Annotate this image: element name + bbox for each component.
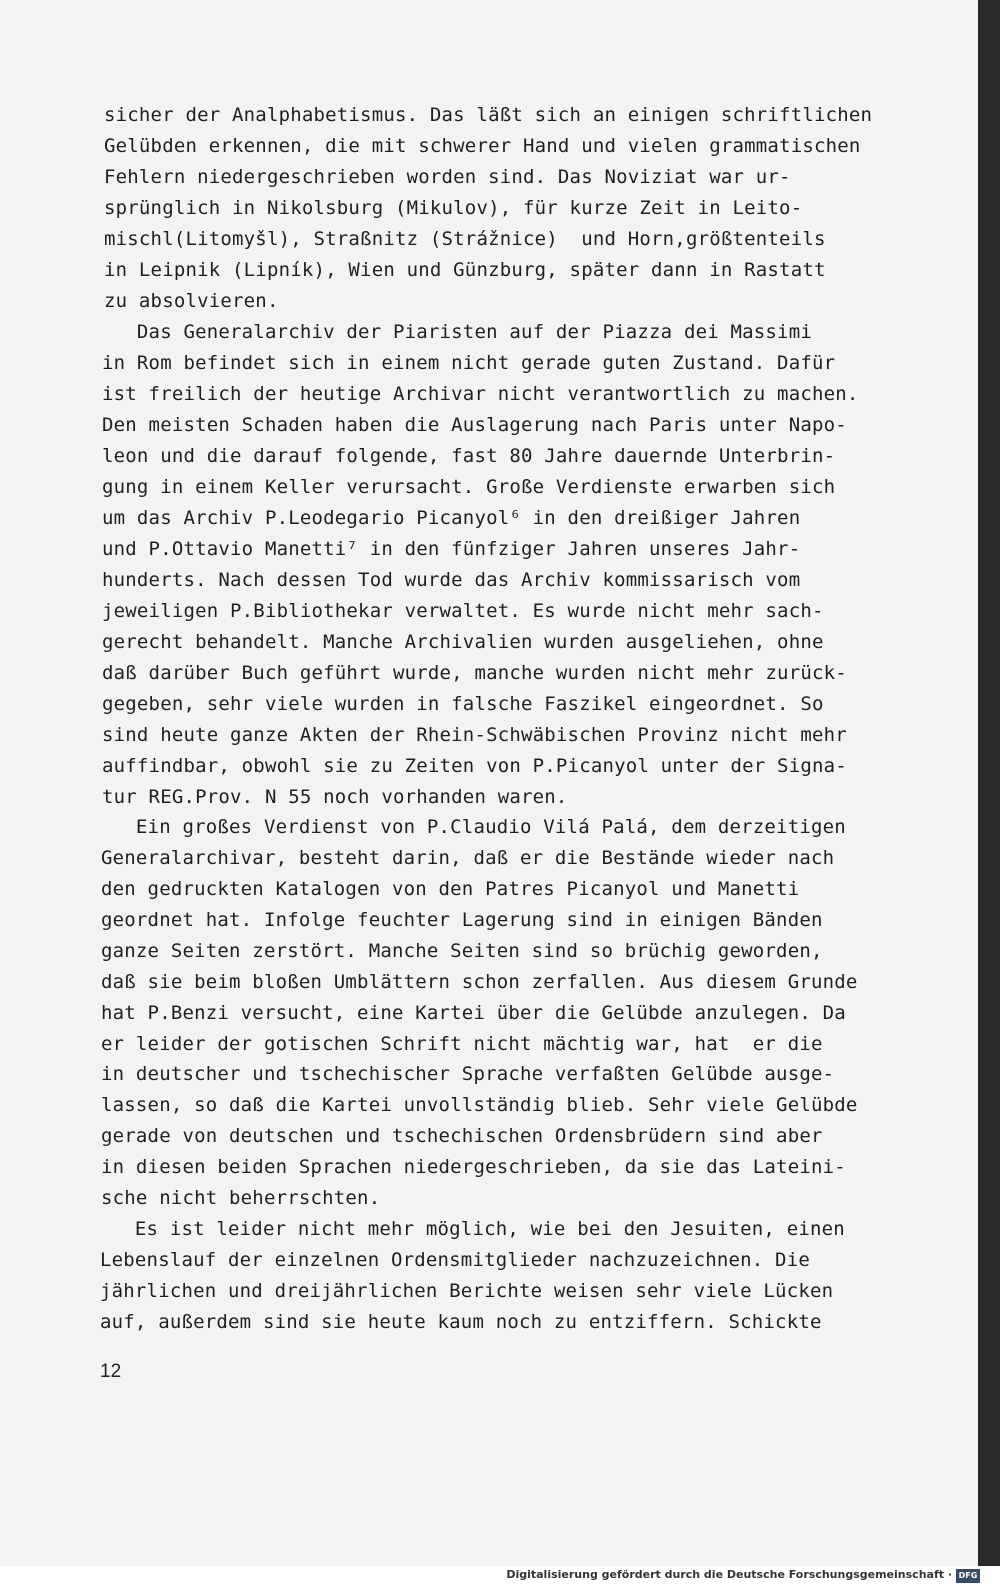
text-line: in Leipnik (Lipník), Wien und Günzburg, später dann in Rastatt: [104, 259, 826, 281]
text-line: Lebenslauf der einzelnen Ordensmitglieder nachzuzeichnen. Die: [100, 1249, 810, 1271]
text-line: lassen, so daß die Kartei unvollständig blieb. Sehr viele Gelübde: [101, 1094, 858, 1116]
text-line: ganze Seiten zerstört. Manche Seiten sind so brüchig geworden,: [101, 940, 823, 962]
footer-credit: Digitalisierung gefördert durch die Deutsche Forschungsgemeinschaft ·: [506, 1568, 952, 1581]
text-line: gegeben, sehr viele wurden in falsche Faszikel eingeordnet. So: [102, 693, 824, 715]
text-line: sind heute ganze Akten der Rhein-Schwäbischen Provinz nicht mehr: [102, 724, 847, 746]
text-line: mischl(Litomyšl), Straßnitz (Strážnice) und Horn,größtenteils: [104, 228, 826, 250]
text-line: gung in einem Keller verursacht. Große Verdienste erwarben sich: [102, 476, 836, 498]
text-line: daß sie beim bloßen Umblättern schon zerfallen. Aus diesem Grunde: [101, 971, 858, 993]
text-line: daß darüber Buch geführt wurde, manche wurden nicht mehr zurück-: [102, 662, 847, 684]
digitization-footer: [0, 1566, 1000, 1586]
text-line: jährlichen und dreijährlichen Berichte weisen sehr viele Lücken: [100, 1280, 834, 1302]
text-line: in diesen beiden Sprachen niedergeschrieben, da sie das Lateini-: [101, 1156, 846, 1178]
text-line: Fehlern niedergeschrieben worden sind. Das Noviziat war ur-: [104, 166, 791, 188]
text-line: tur REG.Prov. N 55 noch vorhanden waren.: [102, 786, 568, 808]
text-line: Generalarchivar, besteht darin, daß er die Bestände wieder nach: [101, 847, 835, 869]
text-line: Den meisten Schaden haben die Auslagerung nach Paris unter Napo-: [102, 414, 847, 436]
text-line: auffindbar, obwohl sie zu Zeiten von P.Picanyol unter der Signa-: [102, 755, 847, 777]
page-number: 12: [100, 1361, 122, 1382]
text-line: gerecht behandelt. Manche Archivalien wurden ausgeliehen, ohne: [102, 631, 824, 653]
dfg-logo: DFG: [956, 1569, 980, 1583]
text-line: Gelübden erkennen, die mit schwerer Hand und vielen grammatischen: [104, 135, 861, 157]
text-line: ist freilich der heutige Archivar nicht verantwortlich zu machen.: [102, 383, 859, 405]
text-line: Das Generalarchiv der Piaristen auf der Piazza dei Massimi: [102, 321, 812, 343]
text-line: Es ist leider nicht mehr möglich, wie bei den Jesuiten, einen: [100, 1218, 845, 1240]
text-line: in deutscher und tschechischer Sprache verfaßten Gelübde ausge-: [101, 1063, 835, 1085]
text-line: den gedruckten Katalogen von den Patres Picanyol und Manetti: [101, 878, 800, 900]
text-line: Ein großes Verdienst von P.Claudio Vilá Palá, dem derzeitigen: [101, 816, 846, 838]
text-line: auf, außerdem sind sie heute kaum noch zu entziffern. Schickte: [100, 1311, 822, 1333]
text-line: sprünglich in Nikolsburg (Mikulov), für kurze Zeit in Leito-: [104, 197, 803, 219]
text-line: und P.Ottavio Manetti⁷ in den fünfziger Jahren unseres Jahr-: [102, 538, 801, 560]
text-line: sicher der Analphabetismus. Das läßt sich an einigen schriftlichen: [104, 104, 873, 126]
text-line: er leider der gotischen Schrift nicht mächtig war, hat er die: [101, 1033, 823, 1055]
text-line: geordnet hat. Infolge feuchter Lagerung sind in einigen Bänden: [101, 909, 823, 931]
text-line: jeweiligen P.Bibliothekar verwaltet. Es wurde nicht mehr sach-: [102, 600, 824, 622]
text-line: hat P.Benzi versucht, eine Kartei über die Gelübde anzulegen. Da: [101, 1002, 846, 1024]
text-line: gerade von deutschen und tschechischen Ordensbrüdern sind aber: [101, 1125, 823, 1147]
text-line: in Rom befindet sich in einem nicht gerade guten Zustand. Dafür: [102, 352, 836, 374]
text-line: sche nicht beherrschten.: [101, 1187, 381, 1209]
text-line: um das Archiv P.Leodegario Picanyol⁶ in den dreißiger Jahren: [102, 507, 801, 529]
text-line: hunderts. Nach dessen Tod wurde das Archiv kommissarisch vom: [102, 569, 801, 591]
text-line: zu absolvieren.: [104, 290, 279, 312]
text-line: leon und die darauf folgende, fast 80 Jahre dauernde Unterbrin-: [102, 445, 836, 467]
